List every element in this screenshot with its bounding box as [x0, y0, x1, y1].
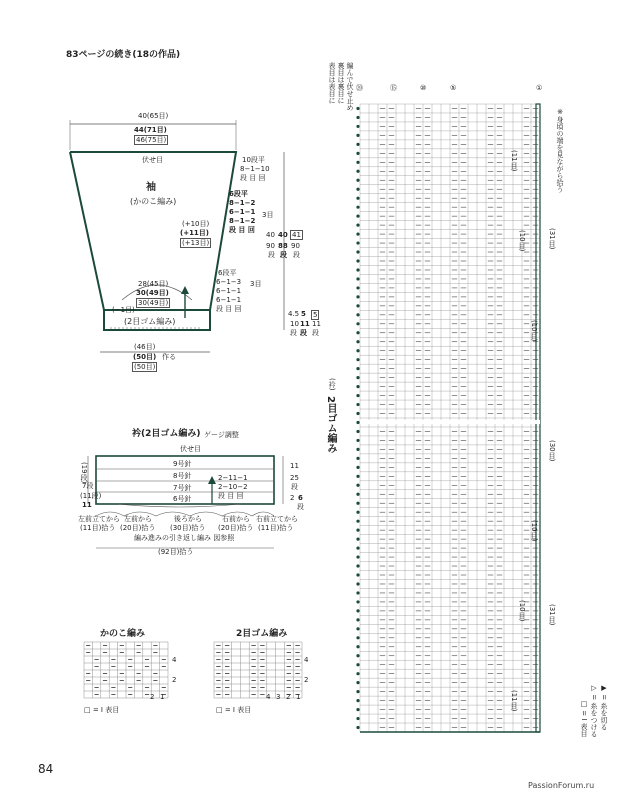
top-note-2: 裏目は裏目に: [337, 62, 345, 104]
length-c-2: 90: [291, 242, 300, 250]
cuff-len-a-2: 10: [290, 320, 299, 328]
collar-height-right-d: 2: [290, 494, 295, 502]
pickup-5b: (11目)拾う: [258, 524, 294, 532]
collar-total: (92目)拾う: [158, 548, 194, 556]
page-header: 83ページの続き(18の作品): [66, 50, 181, 60]
bottom-make: 作る: [162, 353, 176, 361]
cuff-len-c-1: 5: [313, 311, 318, 319]
upper-dec-2: 8−1−10: [240, 165, 270, 173]
lower-times: 3目: [250, 280, 262, 288]
lower-block-4: 6−1−1: [216, 296, 242, 304]
cuff-len-a-3: 段: [290, 329, 297, 337]
sleeve-top-width-b: 44(71目): [134, 126, 167, 134]
inc-block-3: 6−1−1: [229, 208, 256, 216]
needle-8: 8号針: [173, 472, 192, 480]
rib-col-2: 2: [286, 693, 291, 701]
pickup-1: 左前立てから: [78, 515, 120, 523]
col-mark-5: ⑤: [450, 84, 457, 92]
right-count-3: (31目): [548, 604, 556, 626]
rib-col-1: 1: [296, 693, 301, 701]
lower-block-1: 6段平: [218, 269, 237, 277]
big-legend-1: □ = I 表目: [580, 700, 588, 737]
upper-count-2: (10目): [518, 230, 526, 252]
collar-height-left-a: (19段): [80, 462, 88, 484]
lower-count-2: (10目): [518, 600, 526, 622]
short-row-3: 段 目 回: [218, 492, 244, 500]
mid-width-a: 28(45目): [138, 280, 169, 288]
side-note: ※身頃の端を見ながら拾う: [556, 108, 564, 193]
upper-dec-3: 段 目 回: [240, 174, 266, 182]
collar-height-right-b: 25: [290, 474, 299, 482]
lower-block-3: 6−1−1: [216, 287, 242, 295]
big-legend-3: ▶ = 糸を切る: [600, 684, 608, 731]
kanoko-legend: □ = I 表目: [84, 706, 120, 714]
length-a-2: 90: [266, 242, 275, 250]
inc-block-4: 8−1−2: [229, 217, 256, 225]
minus-one: (−1目): [112, 306, 135, 314]
cuff-len-b-1: 5: [301, 310, 306, 318]
bottom-width-c: (50目): [134, 363, 156, 371]
top-note-3: 編んで伏せ止め: [346, 62, 354, 111]
rib-legend: □ = I 表目: [216, 706, 252, 714]
inc-times: 3目: [262, 211, 274, 219]
length-c-3: 段: [293, 251, 300, 259]
inc-block-5: 段 目 回: [229, 226, 255, 234]
length-b-3: 段: [280, 251, 287, 259]
inc-count-c: (+13目): [182, 239, 210, 247]
big-chart-grid: [352, 100, 552, 736]
collar-note: ゲージ調整: [204, 431, 239, 439]
cuff-label: (2目ゴム編み): [124, 317, 176, 326]
needle-9: 9号針: [173, 460, 192, 468]
rib-row-4: 4: [304, 656, 309, 664]
right-count-1: (31目): [548, 228, 556, 250]
collar-height-right-f: 段: [297, 503, 304, 511]
big-chart-title: 2目ゴム編み: [325, 396, 336, 453]
kanoko-row-4: 4: [172, 656, 177, 664]
col-mark-15: ⑮: [390, 84, 397, 92]
big-legend-2: ▷ = 糸をつける: [590, 684, 598, 738]
sleeve-top-width-c: 46(75目): [136, 136, 167, 144]
upper-dec-1: 10段平: [242, 156, 265, 164]
lower-count-1: (10目): [530, 520, 538, 542]
sleeve-bind-off: 伏せ目: [142, 156, 163, 164]
needle-7: 7号針: [173, 484, 192, 492]
short-row-note: 編み進みの引き返し編み 図参照: [134, 534, 235, 542]
rib-title: 2目ゴム編み: [236, 629, 288, 639]
pickup-4: 右前から: [222, 515, 250, 523]
length-b-2: 88: [278, 242, 288, 250]
collar-title: 衿(2目ゴム編み): [132, 429, 201, 439]
pickup-2b: (20目)拾う: [120, 524, 156, 532]
mid-width-b: 30(49目): [136, 289, 169, 297]
collar-height-left-c: (11段): [80, 492, 102, 500]
inc-block-2: 8−1−2: [229, 199, 256, 207]
rib-col-4: 4: [266, 693, 271, 701]
kanoko-grid: [84, 642, 184, 704]
inc-count-b: (+11目): [180, 229, 210, 237]
col-mark-1: ①: [536, 84, 543, 92]
cuff-len-b-2: 11: [300, 320, 310, 328]
inc-count-a: (+10目): [182, 220, 210, 228]
upper-count-1: (11目): [510, 150, 518, 172]
cuff-len-c-3: 段: [312, 329, 319, 337]
watermark: PassionForum.ru: [528, 781, 595, 790]
collar-height-left-b: 7段: [82, 482, 94, 490]
pickup-3b: (30目)拾う: [170, 524, 206, 532]
collar-height-right-a: 11: [290, 462, 299, 470]
collar-height-left-d: 11: [82, 501, 92, 509]
pickup-3: 後ろから: [174, 515, 202, 523]
kanoko-col-1: 1: [160, 693, 165, 701]
right-count-2: (30目): [548, 440, 556, 462]
kanoko-row-2: 2: [172, 676, 177, 684]
short-row-1: 2−11−1: [218, 474, 248, 482]
pickup-5: 右前立てから: [256, 515, 298, 523]
collar-height-right-e: 6: [298, 494, 303, 502]
cuff-len-c-2: 11: [312, 320, 321, 328]
length-c-1: 41: [292, 231, 301, 239]
kanoko-title: かのこ編み: [100, 629, 146, 639]
lower-count-3: (11目): [510, 690, 518, 712]
length-a-3: 段: [268, 251, 275, 259]
bottom-width-b: (50目): [133, 353, 157, 361]
collar-bind-off: 伏せ目: [180, 445, 201, 453]
bottom-width-a: (46目): [134, 343, 156, 351]
cuff-len-a-1: 4.5: [288, 310, 300, 318]
rib-col-3: 3: [276, 693, 281, 701]
pickup-4b: (20目)拾う: [218, 524, 254, 532]
sleeve-top-width-a: 40(65目): [138, 112, 169, 120]
upper-count-3: (10目): [530, 320, 538, 342]
big-chart-title-note: (衿): [328, 378, 336, 391]
col-mark-10: ⑩: [420, 84, 427, 92]
cuff-len-b-3: 段: [300, 329, 307, 337]
rib-row-2: 2: [304, 676, 309, 684]
pickup-1b: (11目)拾う: [80, 524, 116, 532]
length-b-1: 40: [278, 231, 288, 239]
inc-block-1: 6段平: [229, 190, 248, 198]
kanoko-col-2: 2: [150, 693, 155, 701]
pickup-2: 左前から: [124, 515, 152, 523]
top-note-1: 表目は表目に: [328, 62, 336, 104]
lower-block-2: 6−1−3: [216, 278, 242, 286]
sleeve-subtitle: (かのこ編み): [130, 197, 177, 206]
col-mark-20: ⑳: [356, 84, 363, 92]
page-number: 84: [38, 762, 54, 776]
collar-height-right-c: 段: [291, 483, 298, 491]
mid-width-c: 30(49目): [138, 299, 169, 307]
needle-6: 6号針: [173, 495, 192, 503]
short-row-2: 2−10−2: [218, 483, 248, 491]
lower-block-5: 段 目 回: [216, 305, 242, 313]
sleeve-title: 袖: [146, 182, 156, 193]
length-a-1: 40: [266, 231, 275, 239]
